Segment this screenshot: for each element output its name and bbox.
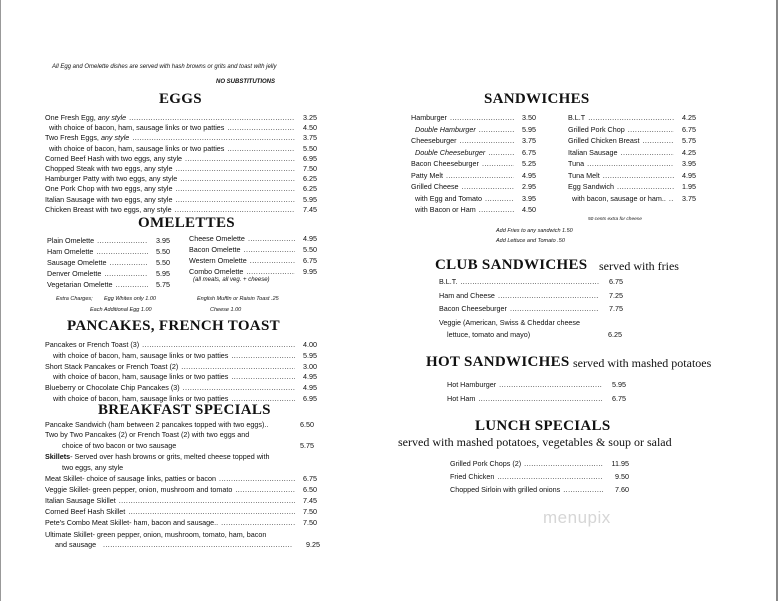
dot-leader xyxy=(524,459,603,469)
item-name: Tuna xyxy=(568,159,585,168)
item-name: Short Stack Pancakes or French Toast (2) xyxy=(45,361,179,371)
sandwich-item xyxy=(415,205,536,215)
hot-item xyxy=(447,380,626,390)
item-price: 5.50 xyxy=(303,245,317,254)
ultimate-skillet-line1: Ultimate Skillet- green pepper, onion, mushroom, tomato, ham, bacon xyxy=(45,530,267,539)
item-price: 5.50 xyxy=(303,143,317,153)
item-name: Fried Chicken xyxy=(450,472,495,481)
eggs-title: EGGS xyxy=(159,91,202,107)
item-price: 3.75 xyxy=(303,133,317,143)
sandwich-item xyxy=(411,159,536,169)
item-price: 4.25 xyxy=(682,147,696,157)
item-name: with choice of bacon, ham, sausage links or two patties xyxy=(49,143,225,153)
dot-leader xyxy=(588,113,674,123)
dot-leader xyxy=(587,159,674,169)
sandwich-item xyxy=(411,171,536,181)
dot-leader xyxy=(246,267,295,277)
item-price: 6.95 xyxy=(303,153,317,163)
dot-leader xyxy=(180,174,295,184)
item-name xyxy=(45,113,126,123)
item-name: Bacon Cheeseburger xyxy=(439,304,507,313)
pancake-item xyxy=(45,340,317,350)
club-item xyxy=(439,291,623,301)
item-name: Ham and Cheese xyxy=(439,290,495,300)
dot-leader xyxy=(499,380,602,390)
dot-leader xyxy=(482,159,514,169)
item-name: Pancakes or French Toast (3) xyxy=(45,340,140,349)
club-veggie-line2: lettuce, tomato and mayo) xyxy=(447,330,531,339)
skillet-item xyxy=(45,485,317,495)
skillet-item xyxy=(45,474,317,484)
egg-item xyxy=(45,164,317,174)
club-item xyxy=(439,304,623,314)
sandwich-item xyxy=(415,125,536,135)
item-price: 6.95 xyxy=(303,394,317,403)
two-by-two-line1: Two by Two Pancakes (2) or French Toast (2) with two eggs and xyxy=(45,430,250,439)
item-price: 7.50 xyxy=(303,507,317,516)
item-name: with choice of bacon, ham, sausage links or two patties xyxy=(53,394,229,403)
menupix-watermark: menupix xyxy=(543,508,611,527)
egg-item xyxy=(49,123,317,133)
dot-leader xyxy=(669,194,674,204)
sandwich-item xyxy=(411,182,536,192)
dot-leader xyxy=(227,123,295,133)
dot-leader xyxy=(96,247,148,257)
item-price: 4.00 xyxy=(303,340,317,349)
dot-leader xyxy=(235,485,295,495)
item-price: 6.75 xyxy=(612,394,626,403)
omelette-item xyxy=(47,236,170,246)
hot-subtitle: served with mashed potatoes xyxy=(573,356,712,370)
omelettes-title: OMELETTES xyxy=(138,215,235,231)
item-note: any style xyxy=(97,113,127,122)
dot-leader xyxy=(129,113,295,123)
egg-item xyxy=(45,154,317,164)
item-price: 6.75 xyxy=(609,277,623,286)
item-name: Hamburger xyxy=(411,113,447,122)
item-name: Blueberry or Chocolate Chip Pancakes (3) xyxy=(45,383,180,393)
item-name: Grilled Pork Chop xyxy=(568,124,625,134)
item-price: 4.95 xyxy=(303,372,317,382)
omelette-item xyxy=(47,247,170,257)
combo-note: (all meats, all veg. + cheese) xyxy=(193,277,270,283)
dot-leader xyxy=(128,507,295,517)
dot-leader xyxy=(563,485,603,495)
item-price: 4.25 xyxy=(682,113,696,122)
pancake-item xyxy=(53,351,317,361)
dot-leader xyxy=(244,245,295,255)
item-name: with choice of bacon, ham, sausage links or two patties xyxy=(53,350,229,360)
omelette-item xyxy=(47,280,170,290)
dot-leader xyxy=(617,182,674,192)
item-name: with choice of bacon, ham, sausage links or two patties xyxy=(53,372,229,382)
dot-leader xyxy=(219,474,295,484)
skillet-item xyxy=(45,507,317,517)
item-name: One Pork Chop with two eggs, any style xyxy=(45,184,173,194)
item-name: Bacon Cheeseburger xyxy=(411,159,479,168)
dot-leader xyxy=(446,171,514,181)
item-name: Chopped Sirloin with grilled onions xyxy=(450,485,561,494)
item-price: 4.95 xyxy=(303,234,317,243)
item-name: with choice of bacon, ham, sausage links or two patties xyxy=(49,123,225,133)
pancake-item xyxy=(45,362,317,372)
item-price: 4.50 xyxy=(522,205,536,214)
fries-note: Add Fries to any sandwich 1.50 xyxy=(496,228,573,234)
two-by-two-line2: choice of two bacon or two sausage xyxy=(62,441,177,450)
dot-leader xyxy=(231,351,295,361)
item-price: 5.50 xyxy=(156,258,170,267)
item-price: 5.95 xyxy=(612,380,626,389)
item-price: 7.50 xyxy=(303,164,317,173)
dot-leader xyxy=(116,280,148,290)
item-name: Meat Skillet- choice of sausage links, patties or bacon xyxy=(45,474,216,483)
skillet-item xyxy=(45,518,317,528)
item-price: 9.95 xyxy=(303,267,317,276)
sandwich-item xyxy=(415,194,536,204)
item-name: Tuna Melt xyxy=(568,170,600,180)
omelette-item xyxy=(47,269,170,279)
dot-leader xyxy=(97,236,148,246)
item-price: 3.95 xyxy=(682,159,696,168)
item-price: 6.75 xyxy=(303,474,317,483)
lunch-item xyxy=(450,485,629,495)
item-price: 11.95 xyxy=(611,459,629,468)
dot-leader xyxy=(643,136,674,146)
item-price: 3.95 xyxy=(522,193,536,203)
item-price: 7.45 xyxy=(303,204,317,214)
item-name: Veggie Skillet- green pepper, onion, mushroom and tomato xyxy=(45,485,233,494)
item-price: 5.25 xyxy=(522,159,536,168)
club-subtitle: served with fries xyxy=(599,259,679,273)
skillets-line1 xyxy=(45,452,270,462)
extra-egg: Each Additional Egg 1.00 xyxy=(90,307,152,313)
item-name: Double Cheeseburger xyxy=(415,147,486,157)
dot-leader xyxy=(603,171,674,181)
sandwich-item xyxy=(411,136,536,146)
sandwich-item xyxy=(411,113,536,123)
item-price: 5.75 xyxy=(682,136,696,145)
item-name: Denver Omelette xyxy=(47,269,102,278)
egg-item xyxy=(45,174,317,184)
item-price: 3.75 xyxy=(522,136,536,145)
egg-item xyxy=(45,133,317,143)
item-name xyxy=(45,133,129,143)
pancake-sandwich-price: 6.50 xyxy=(300,420,314,429)
item-name: with bacon, sausage or ham.. xyxy=(572,193,666,203)
item-name: Patty Melt xyxy=(411,170,443,180)
item-name: Double Hamburger xyxy=(415,124,476,134)
dot-leader xyxy=(231,372,295,382)
dot-leader xyxy=(628,125,674,135)
dot-leader xyxy=(250,256,295,266)
cheese-extra-note: 50 cents extra for cheese xyxy=(588,217,642,222)
item-price: 6.75 xyxy=(682,124,696,134)
item-price: 6.25 xyxy=(303,184,317,194)
egg-item xyxy=(45,184,317,194)
sandwiches-title: SANDWICHES xyxy=(484,91,590,107)
extra-charges-label: Extra Charges; xyxy=(56,296,93,302)
item-price: 4.95 xyxy=(303,383,317,393)
pancake-item xyxy=(53,372,317,382)
ultimate-skillet-line2: and sausage ..... 9.25 xyxy=(55,540,320,550)
item-price: 6.75 xyxy=(303,256,317,265)
item-price: 4.95 xyxy=(682,170,696,180)
item-name: Plain Omelette xyxy=(47,236,95,245)
dot-leader xyxy=(221,518,295,528)
dot-leader xyxy=(450,113,514,123)
item-price: 7.25 xyxy=(609,290,623,300)
sandwich-item xyxy=(568,113,696,123)
dot-leader xyxy=(175,184,295,194)
item-name: Hamburger Patty with two eggs, any style xyxy=(45,174,178,184)
item-price: 7.60 xyxy=(615,485,629,494)
item-price: 1.95 xyxy=(682,182,696,191)
dot-leader xyxy=(460,277,599,287)
dot-leader xyxy=(462,182,514,192)
item-name: Italian Sausage xyxy=(568,147,618,157)
skillet-item xyxy=(45,496,317,506)
dot-leader xyxy=(485,194,514,204)
lunch-item xyxy=(450,472,629,482)
club-title: CLUB SANDWICHES xyxy=(435,257,588,273)
item-price: 7.45 xyxy=(303,496,317,505)
item-price: 5.95 xyxy=(303,194,317,204)
item-name-text: Two Fresh Eggs, xyxy=(45,133,101,143)
item-name: B.L.T. xyxy=(439,277,458,286)
item-name: Bacon Omelette xyxy=(189,245,241,254)
item-price: 2.95 xyxy=(522,182,536,191)
item-name: Cheese Omelette xyxy=(189,234,245,243)
dot-leader xyxy=(142,340,295,350)
item-name: with Bacon or Ham xyxy=(415,205,476,214)
item-name: with Egg and Tomato xyxy=(415,193,482,203)
item-name: Combo Omelette xyxy=(189,267,244,276)
item-price: 3.50 xyxy=(522,113,536,122)
item-price: 4.50 xyxy=(303,123,317,133)
hot-item xyxy=(447,394,626,404)
item-name-text: One Fresh Egg, xyxy=(45,113,98,122)
two-by-two-price: 5.75 xyxy=(300,441,314,450)
dot-leader xyxy=(621,148,674,158)
item-name: Cheeseburger xyxy=(411,136,457,145)
dot-leader xyxy=(119,496,295,506)
dot-leader xyxy=(183,383,295,393)
extra-muffin: English Muffin or Raisin Toast .25 xyxy=(197,296,279,302)
egg-item xyxy=(45,113,317,123)
omelette-item xyxy=(189,267,317,277)
item-name: Sausage Omelette xyxy=(47,258,107,267)
no-substitutions: NO SUBSTITUTIONS xyxy=(216,79,276,85)
item-price: 3.25 xyxy=(303,113,317,122)
item-name: Vegetarian Omelette xyxy=(47,280,113,289)
item-price: 9.50 xyxy=(615,472,629,481)
item-price: 5.75 xyxy=(156,280,170,289)
extra-egg-whites: Egg Whites only 1.00 xyxy=(104,296,156,302)
club-veggie-line1: Veggie (American, Swiss & Cheddar cheese xyxy=(439,318,581,327)
sandwich-item xyxy=(572,194,696,204)
lunch-item xyxy=(450,459,629,469)
item-name: Corned Beef Hash with two eggs, any style xyxy=(45,153,183,163)
lunch-title: LUNCH SPECIALS xyxy=(475,418,611,434)
served-with-notice: All Egg and Omelette dishes are served with hash browns or grits and toast with jelly xyxy=(52,64,277,70)
dot-leader xyxy=(110,258,148,268)
item-price: 3.75 xyxy=(682,193,696,203)
omelette-item xyxy=(189,245,317,255)
dot-leader xyxy=(479,205,514,215)
dot-leader xyxy=(175,195,295,205)
sandwich-item xyxy=(415,148,536,158)
lettuce-note: Add Lettuce and Tomato .50 xyxy=(496,238,565,244)
dot-leader xyxy=(498,291,599,301)
item-name: B.L.T xyxy=(568,113,586,122)
skillets-line2: two eggs, any style xyxy=(62,463,124,472)
skillets-description: - Served over hash browns or grits, melted cheese topped with xyxy=(70,452,270,461)
pancake-item xyxy=(45,383,317,393)
item-name: Grilled Pork Chops (2) xyxy=(450,459,522,468)
item-price: 5.95 xyxy=(156,269,170,278)
sandwich-item xyxy=(568,182,696,192)
item-name: Italian Sausage Skillet xyxy=(45,496,116,505)
item-name: Hot Hamburger xyxy=(447,380,497,389)
dot-leader xyxy=(181,362,295,372)
dot-leader xyxy=(248,234,295,244)
left-border xyxy=(0,0,1,601)
sandwich-item xyxy=(568,159,696,169)
extra-cheese: Cheese 1.00 xyxy=(210,307,242,313)
breakfast-title: BREAKFAST SPECIALS xyxy=(98,402,271,418)
item-name: Ham Omelette xyxy=(47,247,94,256)
dot-leader xyxy=(479,125,514,135)
dot-leader xyxy=(175,205,295,215)
item-name: Egg Sandwich xyxy=(568,182,614,191)
item-name: Grilled Cheese xyxy=(411,182,459,191)
item-price: 6.25 xyxy=(303,174,317,184)
item-price: 7.75 xyxy=(609,304,623,313)
omelette-item xyxy=(189,234,317,244)
sandwich-item xyxy=(568,171,696,181)
egg-item xyxy=(45,195,317,205)
item-price: 6.75 xyxy=(522,147,536,157)
item-price: 4.95 xyxy=(522,170,536,180)
dot-leader xyxy=(185,154,295,164)
club-item xyxy=(439,277,623,287)
lunch-subtitle: served with mashed potatoes, vegetables & soup or salad xyxy=(398,435,672,449)
club-veggie-price: 6.25 xyxy=(608,330,622,339)
omelette-item xyxy=(189,256,317,266)
dot-leader xyxy=(132,133,295,143)
item-price: 3.95 xyxy=(156,236,170,245)
pancake-sandwich: Pancake Sandwich (ham between 2 pancakes topped with two eggs).. xyxy=(45,420,269,429)
sandwich-item xyxy=(568,136,696,146)
dot-leader xyxy=(497,472,603,482)
omelette-item xyxy=(47,258,170,268)
item-price: 5.50 xyxy=(156,247,170,256)
item-price: 6.50 xyxy=(303,485,317,494)
dot-leader xyxy=(175,164,295,174)
item-price: 7.50 xyxy=(303,518,317,527)
dot-leader xyxy=(510,304,599,314)
item-name: Western Omelette xyxy=(189,256,247,265)
egg-item xyxy=(45,205,317,215)
item-name: Hot Ham xyxy=(447,394,476,403)
item-price: 5.95 xyxy=(303,350,317,360)
dot-leader xyxy=(488,148,514,158)
dot-leader xyxy=(104,269,148,279)
item-name: Chopped Steak with two eggs, any style xyxy=(45,164,173,173)
sandwich-item xyxy=(568,148,696,158)
item-note: any style xyxy=(100,133,130,143)
skillets-bold: Skillets xyxy=(45,452,71,461)
pancakes-title: PANCAKES, FRENCH TOAST xyxy=(67,318,280,334)
item-name: Grilled Chicken Breast xyxy=(568,136,640,145)
item-name: Corned Beef Hash Skillet xyxy=(45,507,126,516)
sandwich-item xyxy=(568,125,696,135)
egg-item xyxy=(49,144,317,154)
item-name: Italian Sausage with two eggs, any style xyxy=(45,194,173,204)
hot-title: HOT SANDWICHES xyxy=(426,354,570,370)
item-price: 3.00 xyxy=(303,361,317,371)
item-price: 5.95 xyxy=(522,124,536,134)
dot-leader xyxy=(460,136,514,146)
item-name: Pete's Combo Meat Skillet- ham, bacon and sausage.. xyxy=(45,518,219,527)
item-name: Chicken Breast with two eggs, any style xyxy=(45,204,172,214)
dot-leader xyxy=(478,394,602,404)
dot-leader xyxy=(227,144,295,154)
